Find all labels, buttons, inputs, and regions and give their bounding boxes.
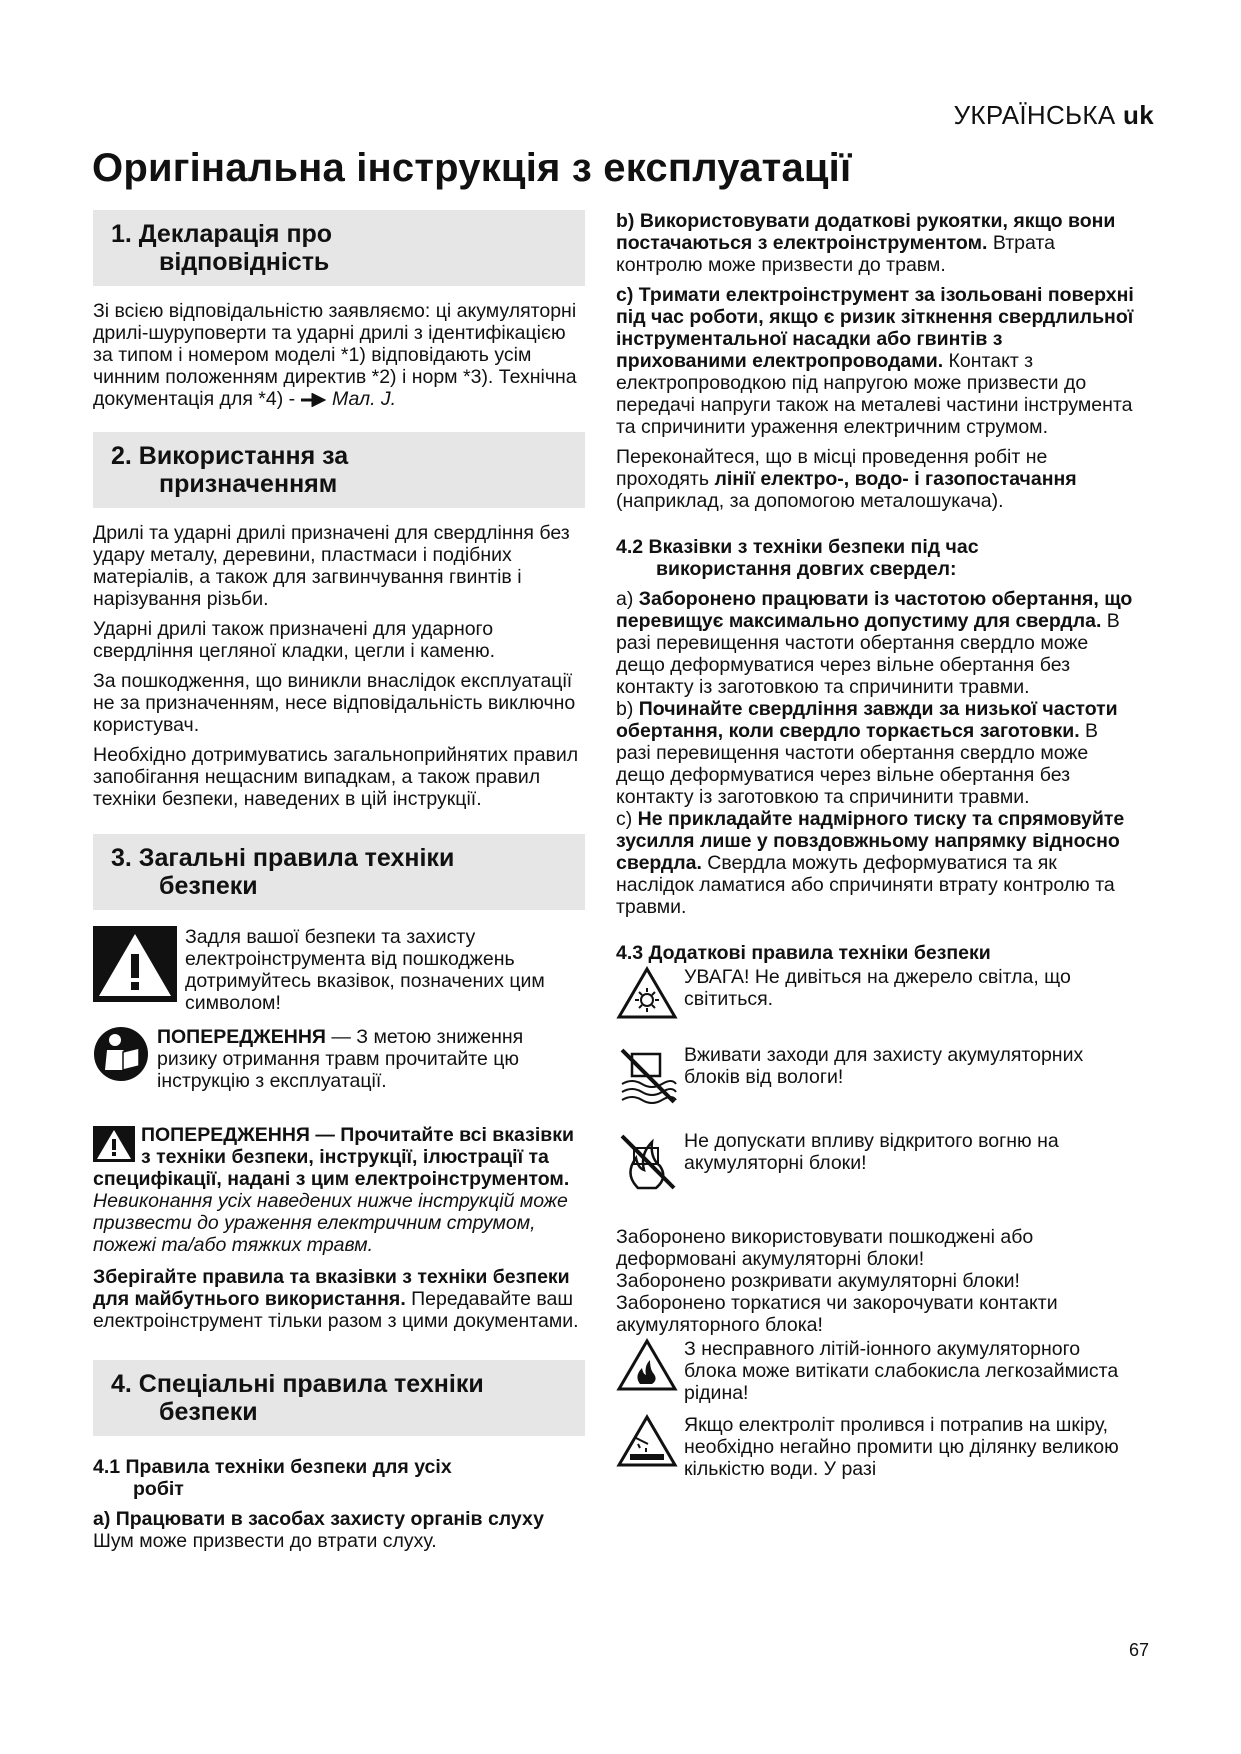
read-manual-block	[93, 1026, 585, 1092]
moisture-text: Вживати заходи для захисту акумуляторних блоків від вологи!	[684, 1044, 1084, 1088]
electrolyte-text: Якщо електроліт пролився і потрапив на шкіру, необхідно негайно промити цю ділянку великою кількістю води. У разі	[684, 1414, 1119, 1480]
subsection-4-2-heading: 4.2 Вказівки з техніки безпеки під час використання довгих свердел:	[616, 536, 979, 580]
touch-contacts-text: Заборонено торкатися чи закорочувати контакти акумуляторного блока!	[616, 1292, 1058, 1336]
section-4-heading: 4. Спеціальні правила техніки безпеки	[93, 1360, 585, 1436]
light-source-warning-icon	[616, 966, 678, 1020]
subsection-4-1-heading: 4.1 Правила техніки безпеки для усіх робіт	[93, 1456, 452, 1500]
hearing-protection-text: a) Працювати в засобах захисту органів слуху Шум може призвести до втрати слуху.	[93, 1508, 544, 1552]
read-manual-text: ПОПЕРЕДЖЕННЯ — З метою зниження ризику отримання травм прочитайте цю інструкцію з експлуатації.	[157, 1026, 524, 1092]
fire-block	[616, 1130, 1134, 1192]
damaged-battery-text: Заборонено використовувати пошкоджені або деформовані акумуляторні блоки!	[616, 1226, 1034, 1270]
moisture-block	[616, 1044, 1134, 1106]
leak-text: З несправного літій-іонного акумуляторного блока може витікати слабокисла легкозаймиста рідина!	[684, 1338, 1119, 1404]
light-warning-text: УВАГА! Не дивіться на джерело світла, що світиться.	[684, 966, 1071, 1010]
section-2-heading: 2. Використання за призначенням	[93, 432, 585, 508]
insulated-grip-text: c) Тримати електроінструмент за ізольовані поверхні під час роботи, якщо є ризик зіткнення свердлильної інструментальної насадки або гвинтів з прихованими електропроводами. Контакт з електропроводкою під напругою може призвести до передачі напруги також на металеві частини інструмента та спричинити ураження електричним струмом.	[616, 284, 1134, 438]
page-title: Оригінальна інструкція з експлуатації	[92, 146, 852, 190]
electrolyte-block	[616, 1414, 1134, 1480]
right-column	[616, 210, 1134, 1480]
no-fire-icon	[616, 1130, 678, 1192]
arrow-icon	[301, 393, 327, 407]
left-column	[93, 210, 585, 1552]
symbol-explanation: Задля вашої безпеки та захисту електроінструмента від пошкоджень дотримуйтесь вказівок, позначених цим символом!	[185, 926, 545, 1014]
intended-use-p1: Дрилі та ударні дрилі призначені для свердління без удару металу, деревини, пластмаси і подібних матеріалів, а також для загвинчування гвинтів і нарізування різьби.	[93, 522, 570, 610]
intended-use-p2: Ударні дрилі також призначені для ударного свердління цегляної кладки, цегли і каменю.	[93, 618, 495, 662]
long-drill-a: a) Заборонено працювати із частотою обертання, що перевищує максимально допустиму для свердла. В разі перевищення частоти обертання свердло може дещо деформуватися через вільне обертання без контакту із заготовкою та спричинити травми.	[616, 588, 1133, 698]
warning-triangle-icon	[93, 926, 177, 1002]
light-warning-block	[616, 966, 1134, 1020]
auxiliary-handle-text: b) Використовувати додаткові рукоятки, якщо вони постачаються з електроінструментом. Втрата контролю може призвести до травм.	[616, 210, 1116, 276]
subsection-4-3-heading: 4.3 Додаткові правила техніки безпеки	[616, 942, 991, 964]
general-warning-text: ПОПЕРЕДЖЕННЯ — Прочитайте всі вказівки з техніки безпеки, інструкції, ілюстрації та специфікації, надані з цим електроінструментом. Невиконання усіх наведених нижче інструкцій може призвести до ураження електричним струмом, пожежі та/або тяжких травм.	[93, 1124, 574, 1256]
open-battery-text: Заборонено розкривати акумуляторні блоки!	[616, 1270, 1020, 1292]
keep-instructions-text: Зберігайте правила та вказівки з техніки безпеки для майбутнього використання. Передавайте ваш електроінструмент тільки разом з цими документами.	[93, 1266, 579, 1332]
no-moisture-icon	[616, 1044, 678, 1106]
long-drill-b: b) Починайте свердління завжди за низької частоти обертання, коли свердло торкається заготовки. В разі перевищення частоти обертання свердло може дещо деформуватися через вільне обертання без контакту із заготовкою та спричинити травми.	[616, 698, 1118, 808]
section-1-heading: 1. Декларація про відповідність	[93, 210, 585, 286]
hidden-lines-text: Переконайтеся, що в місці проведення робіт не проходять лінії електро-, водо- і газопостачання (наприклад, за допомогою металошукача).	[616, 446, 1077, 512]
fire-text: Не допускати впливу відкритого вогню на акумуляторні блоки!	[684, 1130, 1059, 1174]
corrosive-warning-icon	[616, 1414, 678, 1468]
intended-use-p3: За пошкодження, що виникли внаслідок експлуатації не за призначенням, несе відповідальність виключно користувач.	[93, 670, 576, 736]
warning-symbol-block	[93, 926, 585, 1014]
language-label: УКРАЇНСЬКА uk	[953, 100, 1154, 130]
flammable-warning-icon	[616, 1338, 678, 1392]
intended-use-p4: Необхідно дотримуватись загальноприйнятих правил запобігання нещасним випадкам, а також правил техніки безпеки, наведених в цій інструкції.	[93, 744, 579, 810]
leak-block	[616, 1338, 1134, 1404]
section-3-heading: 3. Загальні правила техніки безпеки	[93, 834, 585, 910]
long-drill-c: c) Не прикладайте надмірного тиску та спрямовуйте зусилля лише у повздовжньому напрямку відносно свердла. Свердла можуть деформуватися та як наслідок ламатися або спричиняти втрату контролю та травми.	[616, 808, 1125, 918]
declaration-text: Зі всією відповідальністю заявляємо: ці акумуляторні дрилі-шуруповерти та ударні дрилі з ідентифікацією за типом і номером моделі *1) відповідають усім чинним положенням директив *2) і норм *3). Технічна документація для *4) - Мал. J.	[93, 300, 577, 410]
page-number: 67	[1128, 1640, 1149, 1660]
warning-small-icon	[93, 1126, 135, 1162]
read-manual-icon	[93, 1026, 149, 1082]
